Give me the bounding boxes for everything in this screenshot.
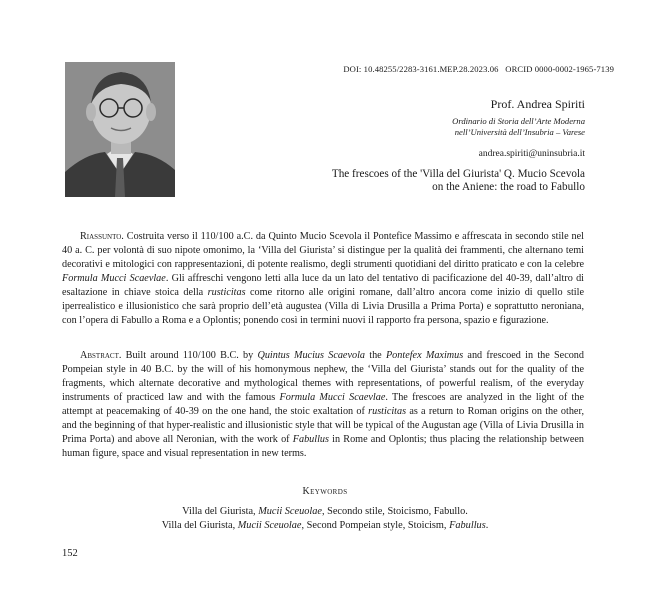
doi: DOI: 10.48255/2283-3161.MEP.28.2023.06 — [343, 64, 499, 74]
author-block — [452, 97, 585, 138]
author-role-line2: nell’Università dell’Insubria – Varese — [454, 127, 585, 137]
title-line1: The frescoes of the 'Villa del Giurista' Q. Mucio Scevola — [331, 168, 585, 180]
orcid: ORCID 0000-0002-1965-7139 — [505, 64, 614, 74]
author-photo — [65, 62, 175, 197]
title-line2: on the Aniene: the road to Fabullo — [432, 181, 585, 193]
keywords-english: Villa del Giurista, Mucii Sceuolae, Second Pompeian style, Stoicism, Fabullus. — [161, 520, 489, 531]
author-role-line1: Ordinario di Storia dell’Arte Moderna — [452, 116, 585, 126]
abstract-label: Abstract. — [80, 350, 122, 361]
author-name: Prof. Andrea Spiriti — [490, 97, 585, 111]
keywords-italian: Villa del Giurista, Mucii Sceuolae, Secondo stile, Stoicismo, Fabullo. — [182, 506, 468, 517]
doi-orcid-line — [343, 64, 614, 74]
keywords-heading: Keywords — [302, 486, 348, 497]
page-number: 152 — [62, 548, 78, 559]
author-email[interactable]: andrea.spiriti@uninsubria.it — [478, 149, 585, 159]
abstract-paragraph: Abstract. Built around 110/100 B.C. by Quintus Mucius Scaevola the Pontefex Maximus and frescoed in the Second Pompeian style in 40 B.C. by the will of his homonymous nephew, the ‘Villa del Giurista’ stands out for the quality of the fragments, which alternate decorative and mythological themes with representations, of powerful realism, of the everyday instruments of practiced law and with the famous Formula Mucci Scaevlae. The frescoes are analyzed in the light of the attempt at peacemaking of 40-39 on the one hand, the stoic exaltation of rusticitas as a return to Roman origins on the other, and the beginning of that hyper-realistic and illusionistic style that will be typical of the Augustan age (Villa of Livia Drusilla in Prima Porta) and above all Neronian, with the work of Fabullus in Rome and Oplontis; thus placing the relationship between human figure, space and visual representation in new terms. — [62, 350, 585, 459]
riassunto-paragraph: Riassunto. Costruita verso il 110/100 a.C. da Quinto Mucio Scevola il Pontefice Massimo e affrescata in secondo stile nel 40 a. C. per volontà di suo nipote omonimo, la ‘Villa del Giurista’ si distingue per la qualità dei frammenti, che alternano temi decorativi e mitologici con rappresentazioni, di potente realismo, degli strumenti quotidiani del diritto praticato e con la celebre Formula Mucci Scaevlae. Gli affreschi vengono letti alla luce da un lato del tentativo di pacificazione del 40-39, dall’altro di esaltazione in chiave stoica della rusticitas come ritorno alle origini romane, dall’altro ancora come inizio di quello stile iperrealistico e illusionistico che sarà proprio dell’età augustea (Villa di Livia Drusilla a Prima Porta) e soprattutto neroniana, con l’opera di Fabullo a Roma e a Oplontis; ponendo così in termini nuovi il rapporto fra persona, spazio e figurazione. — [62, 231, 585, 326]
riassunto-label: Riassunto. — [80, 231, 124, 242]
author-portrait-icon — [65, 62, 175, 197]
article-title — [315, 168, 585, 194]
